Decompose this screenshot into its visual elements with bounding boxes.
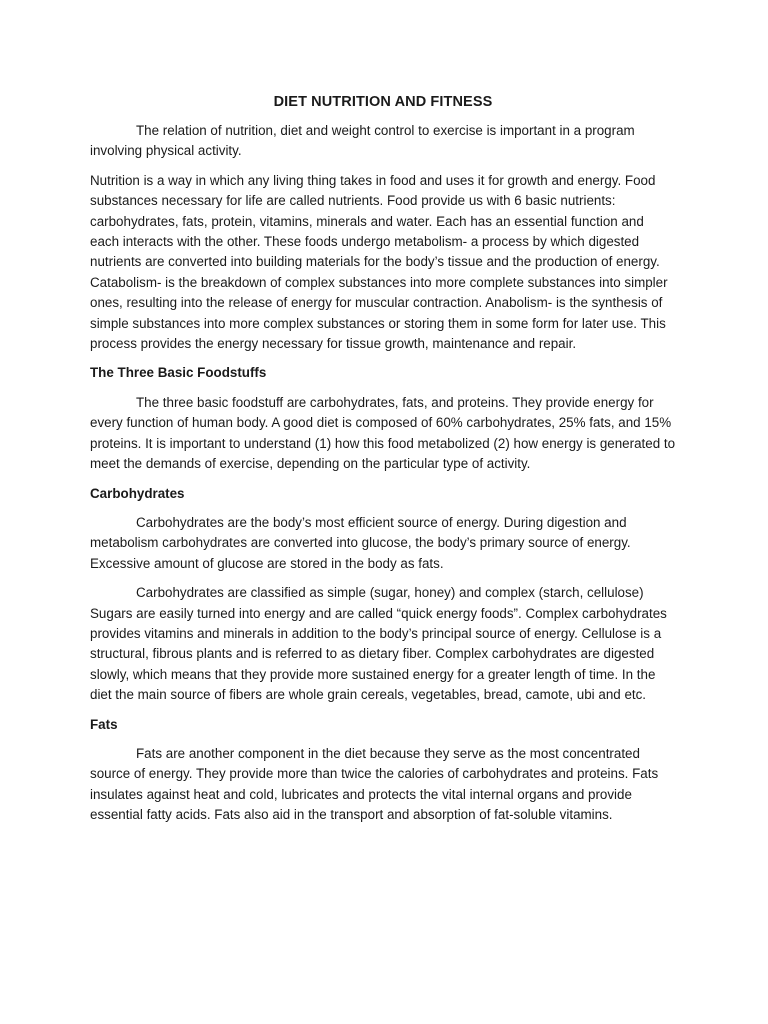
nutrition-paragraph: Nutrition is a way in which any living thing takes in food and uses it for growth and energy. Food substances necessary for life are called nutrients. Food provide us with 6 basic nutrients: carbohydrates, fats, protein, vitamins, minerals and water. Each has an essential function and each interacts with the other. These foods undergo metabolism- a process by which digested nutrients are converted into building materials for the body’s tissue and the production of energy. Catabolism- is the breakdown of complex substances into more complete substances into simpler ones, resulting into the release of energy for muscular contraction. Anabolism- is the synthesis of simple substances into more complex substances or storing them in some form for later use. This process provides the energy necessary for tissue growth, maintenance and repair.: [90, 172, 668, 352]
carbohydrates-paragraph-1: Carbohydrates are the body’s most efficient source of energy. During digestion and metabolism carbohydrates are converted into glucose, the body’s primary source of energy. Excessive amount of glucose are stored in the body as fats.: [90, 514, 631, 571]
fats-heading: Fats: [90, 716, 118, 732]
carbohydrates-heading: Carbohydrates: [90, 485, 185, 501]
intro-paragraph: The relation of nutrition, diet and weight control to exercise is important in a program involving physical activity.: [90, 123, 635, 159]
carbohydrates-paragraph-2: Carbohydrates are classified as simple (sugar, honey) and complex (starch, cellulose) Sugars are easily turned into energy and are called “quick energy foods”. Complex carbohydrates provides vitamins and minerals in addition to the body’s principal source of energy. Cellulose is a structural, fibrous plants and is referred to as dietary fiber. Complex carbohydrates are digested slowly, which means that they provide more sustained energy for a greater length of time. In the diet the main source of fibers are whole grain cereals, vegetables, bread, camote, ubi and etc.: [90, 585, 667, 703]
foodstuffs-paragraph: The three basic foodstuff are carbohydrates, fats, and proteins. They provide energy for every function of human body. A good diet is composed of 60% carbohydrates, 25% fats, and 15% proteins. It is important to understand (1) how this food metabolized (2) how energy is generated to meet the demands of exercise, depending on the particular type of activity.: [90, 394, 676, 472]
page-title: DIET NUTRITION AND FITNESS: [273, 94, 493, 110]
fats-paragraph: Fats are another component in the diet because they serve as the most concentrated source of energy. They provide more than twice the calories of carbohydrates and proteins. Fats insulates against heat and cold, lubricates and protects the vital internal organs and provide essential fatty acids. Fats also aid in the transport and absorption of fat-soluble vitamins.: [90, 745, 659, 823]
foodstuffs-heading: The Three Basic Foodstuffs: [90, 365, 267, 381]
